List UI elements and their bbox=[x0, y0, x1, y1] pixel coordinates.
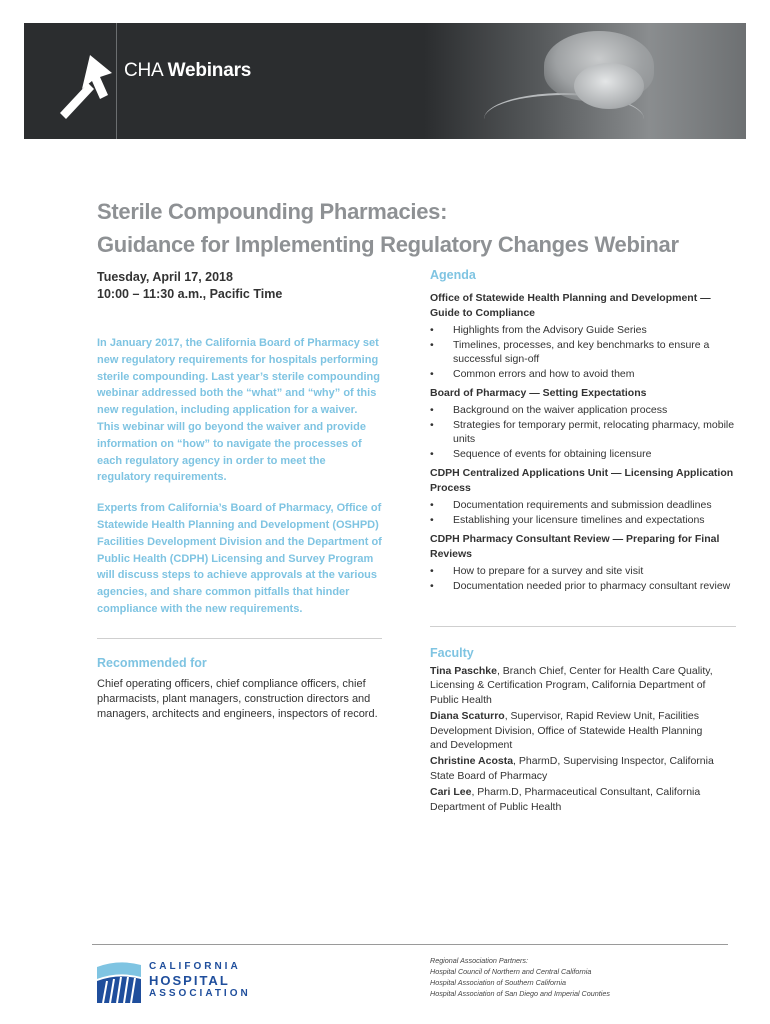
faculty-name: Tina Paschke bbox=[430, 665, 497, 677]
intro bbox=[97, 335, 382, 632]
agenda-item: • Common errors and how to avoid them bbox=[430, 367, 740, 381]
agenda-item: • Highlights from the Advisory Guide Series bbox=[430, 323, 740, 337]
faculty-member bbox=[430, 664, 720, 707]
agenda-item: • Establishing your licensure timelines and expectations bbox=[430, 513, 740, 527]
agenda-item: • Strategies for temporary permit, relocating pharmacy, mobile units bbox=[430, 418, 740, 446]
faculty-heading: Faculty bbox=[430, 646, 474, 660]
cha-logo-line1: CALIFORNIA bbox=[149, 961, 241, 972]
cha-logo-mark-icon bbox=[97, 957, 141, 1003]
header-photo bbox=[424, 23, 746, 139]
faculty-role: , PharmD, Supervising Inspector, California State Board of Pharmacy bbox=[430, 755, 714, 782]
event-time: 10:00 – 11:30 a.m., Pacific Time bbox=[97, 287, 283, 301]
agenda-section bbox=[430, 291, 740, 381]
cha-logo-text bbox=[149, 961, 251, 1000]
agenda-section-title: CDPH Pharmacy Consultant Review — Preparing for Final Reviews bbox=[430, 533, 720, 560]
page-title bbox=[97, 195, 737, 261]
agenda-section bbox=[430, 386, 740, 461]
agenda-list bbox=[430, 323, 740, 381]
agenda-item: • Timelines, processes, and key benchmarks to ensure a successful sign-off bbox=[430, 338, 740, 366]
agenda-item: • How to prepare for a survey and site visit bbox=[430, 564, 740, 578]
faculty-name: Diana Scaturro bbox=[430, 710, 505, 723]
faculty-member bbox=[430, 785, 720, 814]
photo-mouse bbox=[574, 63, 644, 109]
agenda-section-title: Office of Statewide Health Planning and Development — Guide to Compliance bbox=[430, 292, 711, 319]
cha-logo bbox=[97, 957, 277, 1005]
agenda-section-title: Board of Pharmacy — Setting Expectations bbox=[430, 387, 647, 399]
event-datetime bbox=[97, 269, 397, 303]
partner-item: Hospital Council of Northern and Central California bbox=[430, 967, 592, 976]
event-date: Tuesday, April 17, 2018 bbox=[97, 270, 233, 284]
header-title bbox=[124, 60, 251, 82]
faculty-list bbox=[430, 664, 720, 816]
header-title-light: CHA bbox=[124, 60, 163, 81]
header-title-bold: Webinars bbox=[167, 60, 252, 81]
intro-paragraph: In January 2017, the California Board of Pharmacy set new regulatory requirements for hospitals performing sterile compounding. Last year’s sterile compounding webinar addressed both the “what” and “why” of this new regulation, including application for a waiver. This webinar will go beyond the waiver and provide information on “how” to navigate the processes of each regulatory agency in order to meet the regulatory requirements. bbox=[97, 337, 380, 484]
agenda-list bbox=[430, 564, 740, 593]
faculty-name: Christine Acosta bbox=[430, 755, 514, 768]
partner-item: Hospital Association of Southern California bbox=[430, 978, 566, 987]
recommended-heading: Recommended for bbox=[97, 656, 207, 670]
divider bbox=[430, 626, 736, 627]
footer-divider bbox=[92, 944, 728, 945]
agenda-item: • Documentation needed prior to pharmacy consultant review bbox=[430, 579, 740, 593]
agenda-section bbox=[430, 466, 740, 527]
agenda-item: • Sequence of events for obtaining licensure bbox=[430, 447, 740, 461]
cha-logo-line3: ASSOCIATION bbox=[149, 988, 251, 999]
faculty-role: , Pharm.D, Pharmaceutical Consultant, California Department of Public Health bbox=[430, 786, 701, 813]
page-title-line1: Sterile Compounding Pharmacies: bbox=[97, 199, 448, 224]
agenda-section bbox=[430, 532, 740, 593]
agenda-section-title: CDPH Centralized Applications Unit — Licensing Application Process bbox=[430, 467, 734, 494]
agenda-list bbox=[430, 498, 740, 527]
partner-item: Hospital Association of San Diego and Imperial Counties bbox=[430, 989, 610, 998]
page-title-line2: Guidance for Implementing Regulatory Changes Webinar bbox=[97, 232, 679, 257]
header-divider bbox=[116, 23, 117, 139]
agenda-item: • Documentation requirements and submission deadlines bbox=[430, 498, 740, 512]
agenda-list bbox=[430, 403, 740, 461]
agenda-heading: Agenda bbox=[430, 268, 476, 282]
faculty-name: Cari Lee bbox=[430, 786, 472, 799]
faculty-role: , Branch Chief, Center for Health Care Quality, Licensing & Certification Program, California Department of Public Health bbox=[430, 665, 713, 706]
agenda-item: • Background on the waiver application process bbox=[430, 403, 740, 417]
agenda bbox=[430, 291, 740, 598]
cursor-arrow-icon bbox=[54, 47, 114, 119]
header-banner bbox=[24, 23, 746, 139]
faculty-member bbox=[430, 709, 720, 752]
divider bbox=[97, 638, 382, 639]
regional-partners bbox=[430, 955, 730, 999]
faculty-member bbox=[430, 754, 720, 783]
partners-heading: Regional Association Partners: bbox=[430, 956, 529, 965]
faculty-role: , Supervisor, Rapid Review Unit, Facilities Development Division, Office of Statewide Health Planning and Development bbox=[430, 710, 703, 752]
cha-logo-line2: HOSPITAL bbox=[149, 973, 230, 988]
intro-paragraph: Experts from California’s Board of Pharmacy, Office of Statewide Health Planning and Development (OSHPD) Facilities Development Division and the Department of Public Health (CDPH) Licensing and Survey Program will discuss steps to achieve approvals at the various agencies, and share common pitfalls that hinder compliance with the new requirements. bbox=[97, 502, 382, 615]
recommended-text: Chief operating officers, chief compliance officers, chief pharmacists, plant managers, construction directors and managers, architects and engineers, inspectors of record. bbox=[97, 678, 378, 720]
